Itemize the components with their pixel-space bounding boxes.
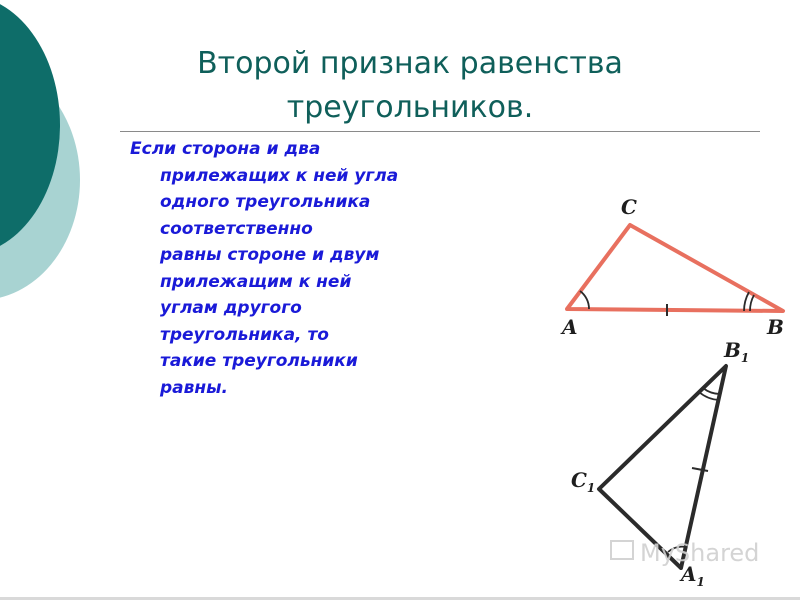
watermark-text: MyShared — [640, 539, 760, 567]
vertex-c1-label: $C_1$ — [571, 468, 596, 495]
angle-b1-arc-inner — [703, 388, 720, 394]
title-line-2: треугольников. — [286, 90, 534, 125]
watermark-board-icon — [611, 541, 633, 559]
vertex-a1-label: $A_1$ — [681, 562, 705, 589]
statement-line: равны. — [160, 377, 228, 398]
side-a1b1-tick — [692, 468, 708, 471]
statement-line: треугольника, то — [160, 324, 329, 345]
angle-b-arc-outer — [750, 295, 754, 311]
statement-line: такие треугольники — [160, 351, 358, 371]
statement-line: прилежащих к ней угла — [160, 165, 399, 186]
statement-line: равны стороне и двум — [160, 245, 380, 265]
vertex-b-label: B — [767, 315, 784, 339]
statement-line: прилежащим к ней — [160, 271, 352, 292]
angle-a-arc — [580, 291, 589, 309]
vertex-a-label: A — [562, 315, 578, 339]
statement-line: углам другого — [160, 298, 302, 318]
angle-b-arc-inner — [744, 292, 749, 311]
vertex-c-label: C — [621, 195, 637, 219]
title-line-1: Второй признак равенства — [197, 46, 623, 81]
statement-line: соответственно — [160, 218, 313, 239]
watermark — [611, 539, 759, 567]
vertex-b1-label: $B_1$ — [724, 338, 750, 365]
triangle-abc — [560, 195, 784, 339]
statement-line: одного треугольника — [160, 192, 371, 212]
triangle-abc-shape — [567, 225, 783, 311]
statement-line: Если сторона и два — [130, 139, 321, 159]
